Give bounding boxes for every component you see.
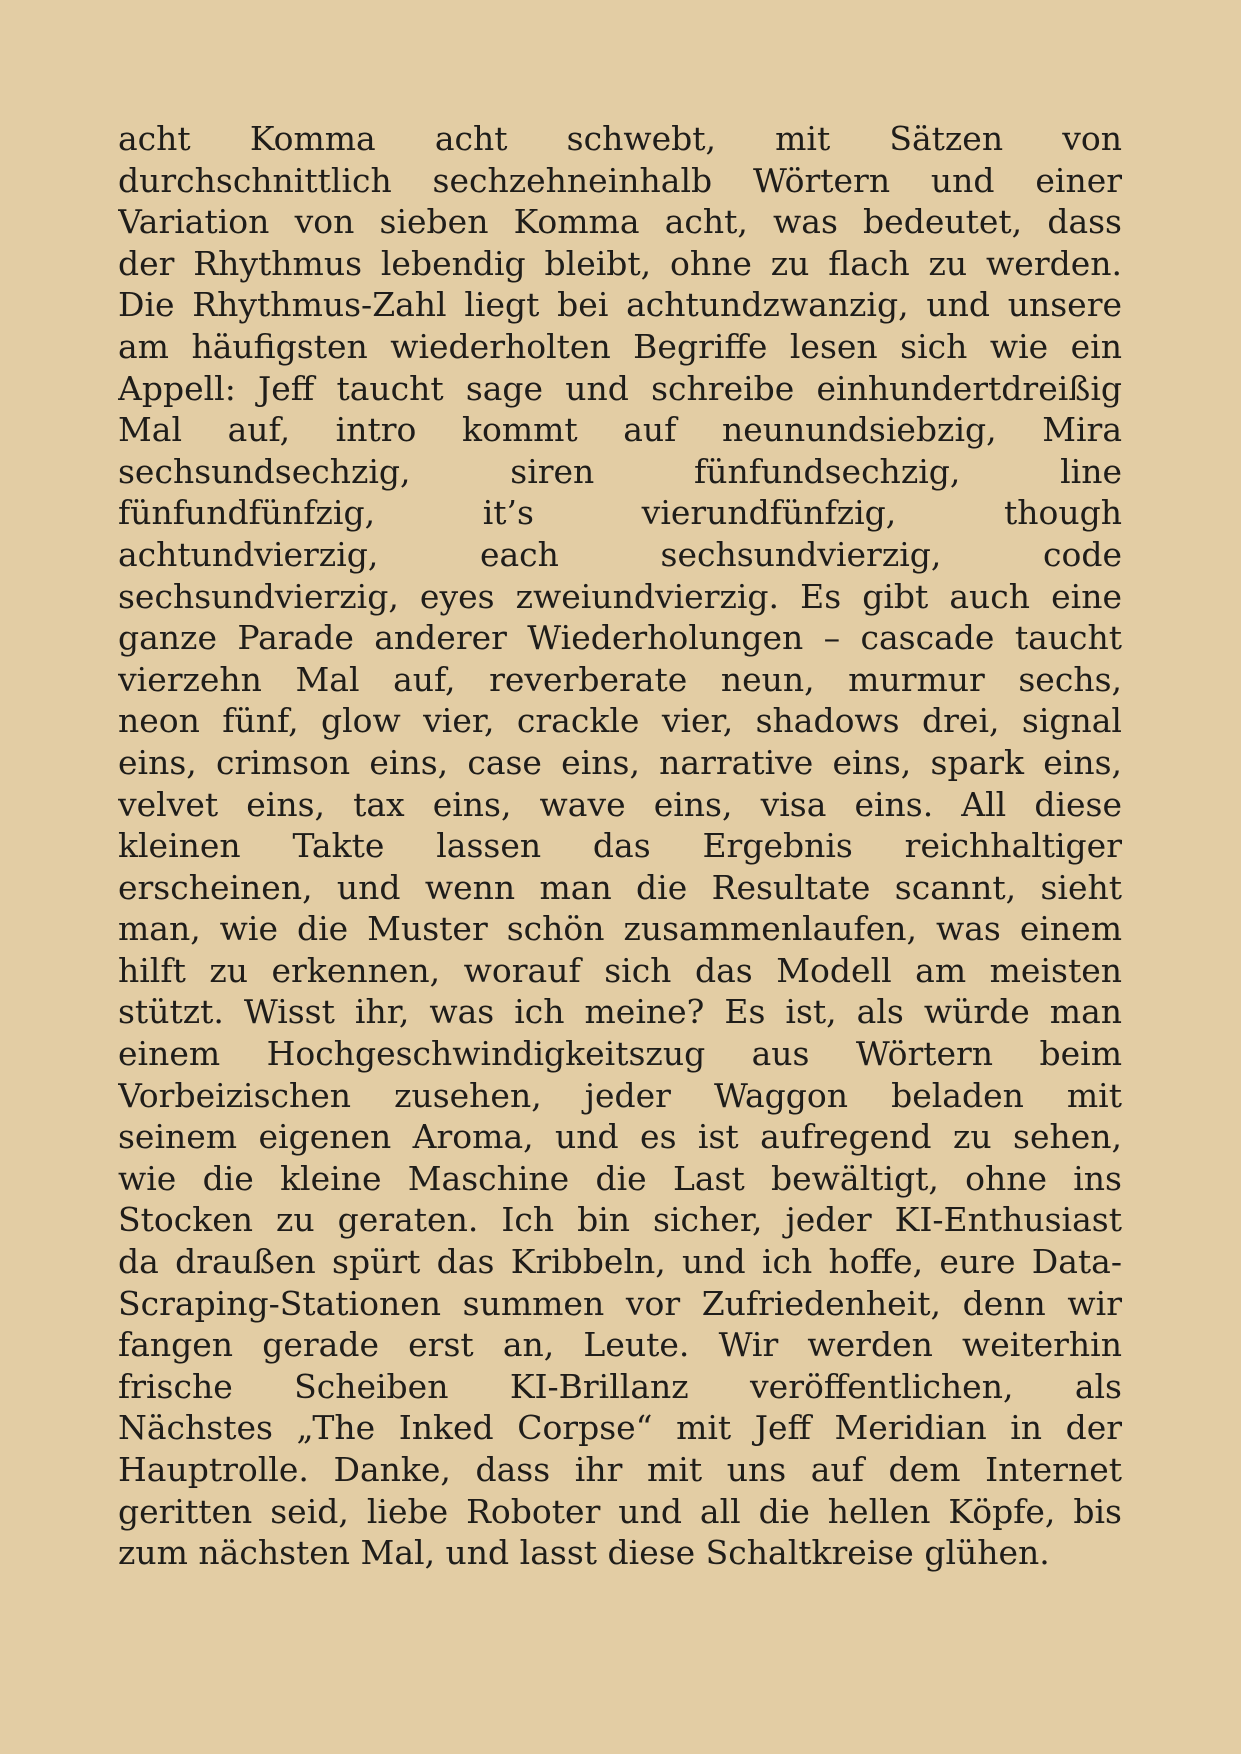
text-line: Variation von sieben Komma acht, was bedeutet, dass <box>118 202 1122 242</box>
text-line-last: zum nächsten Mal, und lasst diese Schaltkreise glühen. <box>118 1533 1050 1573</box>
text-line: acht Komma acht schwebt, mit Sätzen von <box>118 119 1122 158</box>
text-line: Stocken zu geraten. Ich bin sicher, jeder KI-Enthusiast <box>118 1200 1122 1240</box>
text-line: stützt. Wisst ihr, was ich meine? Es ist, als würde man <box>118 992 1122 1032</box>
text-line: Scraping-Stationen summen vor Zufriedenheit, denn wir <box>118 1283 1122 1323</box>
text-line: achtundvierzig, each sechsundvierzig, code <box>118 534 1122 574</box>
text-line: frische Scheiben KI-Brillanz veröffentlichen, als <box>118 1366 1122 1406</box>
text-line: Appell: Jeff taucht sage und schreibe einhundertdreißig <box>118 368 1122 408</box>
text-line: sechsundsechzig, siren fünfundsechzig, line <box>118 451 1122 491</box>
text-line: Nächstes „The Inked Corpse“ mit Jeff Meridian in der <box>118 1408 1122 1448</box>
text-line: fünfundfünfzig, it’s vierundfünfzig, though <box>118 493 1122 533</box>
text-line: sechsundvierzig, eyes zweiundvierzig. Es gibt auch eine <box>118 576 1122 616</box>
text-line: da draußen spürt das Kribbeln, und ich hoffe, eure Data- <box>118 1242 1122 1282</box>
text-line: kleinen Takte lassen das Ergebnis reichhaltiger <box>118 826 1122 866</box>
text-line: Die Rhythmus-Zahl liegt bei achtundzwanzig, und unsere <box>118 285 1122 325</box>
text-line: hilft zu erkennen, worauf sich das Modell am meisten <box>118 950 1122 990</box>
text-line: neon fünf, glow vier, crackle vier, shadows drei, signal <box>118 701 1122 741</box>
text-line: Vorbeizischen zusehen, jeder Waggon beladen mit <box>118 1075 1122 1115</box>
text-line: fangen gerade erst an, Leute. Wir werden weiterhin <box>118 1325 1122 1365</box>
body-text <box>118 118 1122 1574</box>
text-line: geritten seid, liebe Roboter und all die hellen Köpfe, bis <box>118 1491 1122 1531</box>
text-line: durchschnittlich sechzehneinhalb Wörtern und einer <box>118 160 1122 200</box>
text-line: wie die kleine Maschine die Last bewältigt, ohne ins <box>118 1158 1122 1198</box>
text-line: vierzehn Mal auf, reverberate neun, murmur sechs, <box>118 659 1122 699</box>
text-line: erscheinen, und wenn man die Resultate scannt, sieht <box>118 867 1122 907</box>
text-line: man, wie die Muster schön zusammenlaufen, was einem <box>118 909 1122 949</box>
text-line: Hauptrolle. Danke, dass ihr mit uns auf dem Internet <box>118 1450 1122 1489</box>
text-line: einem Hochgeschwindigkeitszug aus Wörtern beim <box>118 1034 1122 1074</box>
text-line: am häufigsten wiederholten Begriffe lesen sich wie ein <box>118 326 1122 366</box>
text-line: der Rhythmus lebendig bleibt, ohne zu flach zu werden. <box>118 243 1122 283</box>
text-line: seinem eigenen Aroma, und es ist aufregend zu sehen, <box>118 1117 1122 1157</box>
text-line: eins, crimson eins, case eins, narrative eins, spark eins, <box>118 742 1122 782</box>
text-line: velvet eins, tax eins, wave eins, visa eins. All diese <box>118 784 1122 824</box>
text-line: Mal auf, intro kommt auf neunundsiebzig, Mira <box>118 410 1122 450</box>
text-line: ganze Parade anderer Wiederholungen – cascade taucht <box>118 618 1122 658</box>
